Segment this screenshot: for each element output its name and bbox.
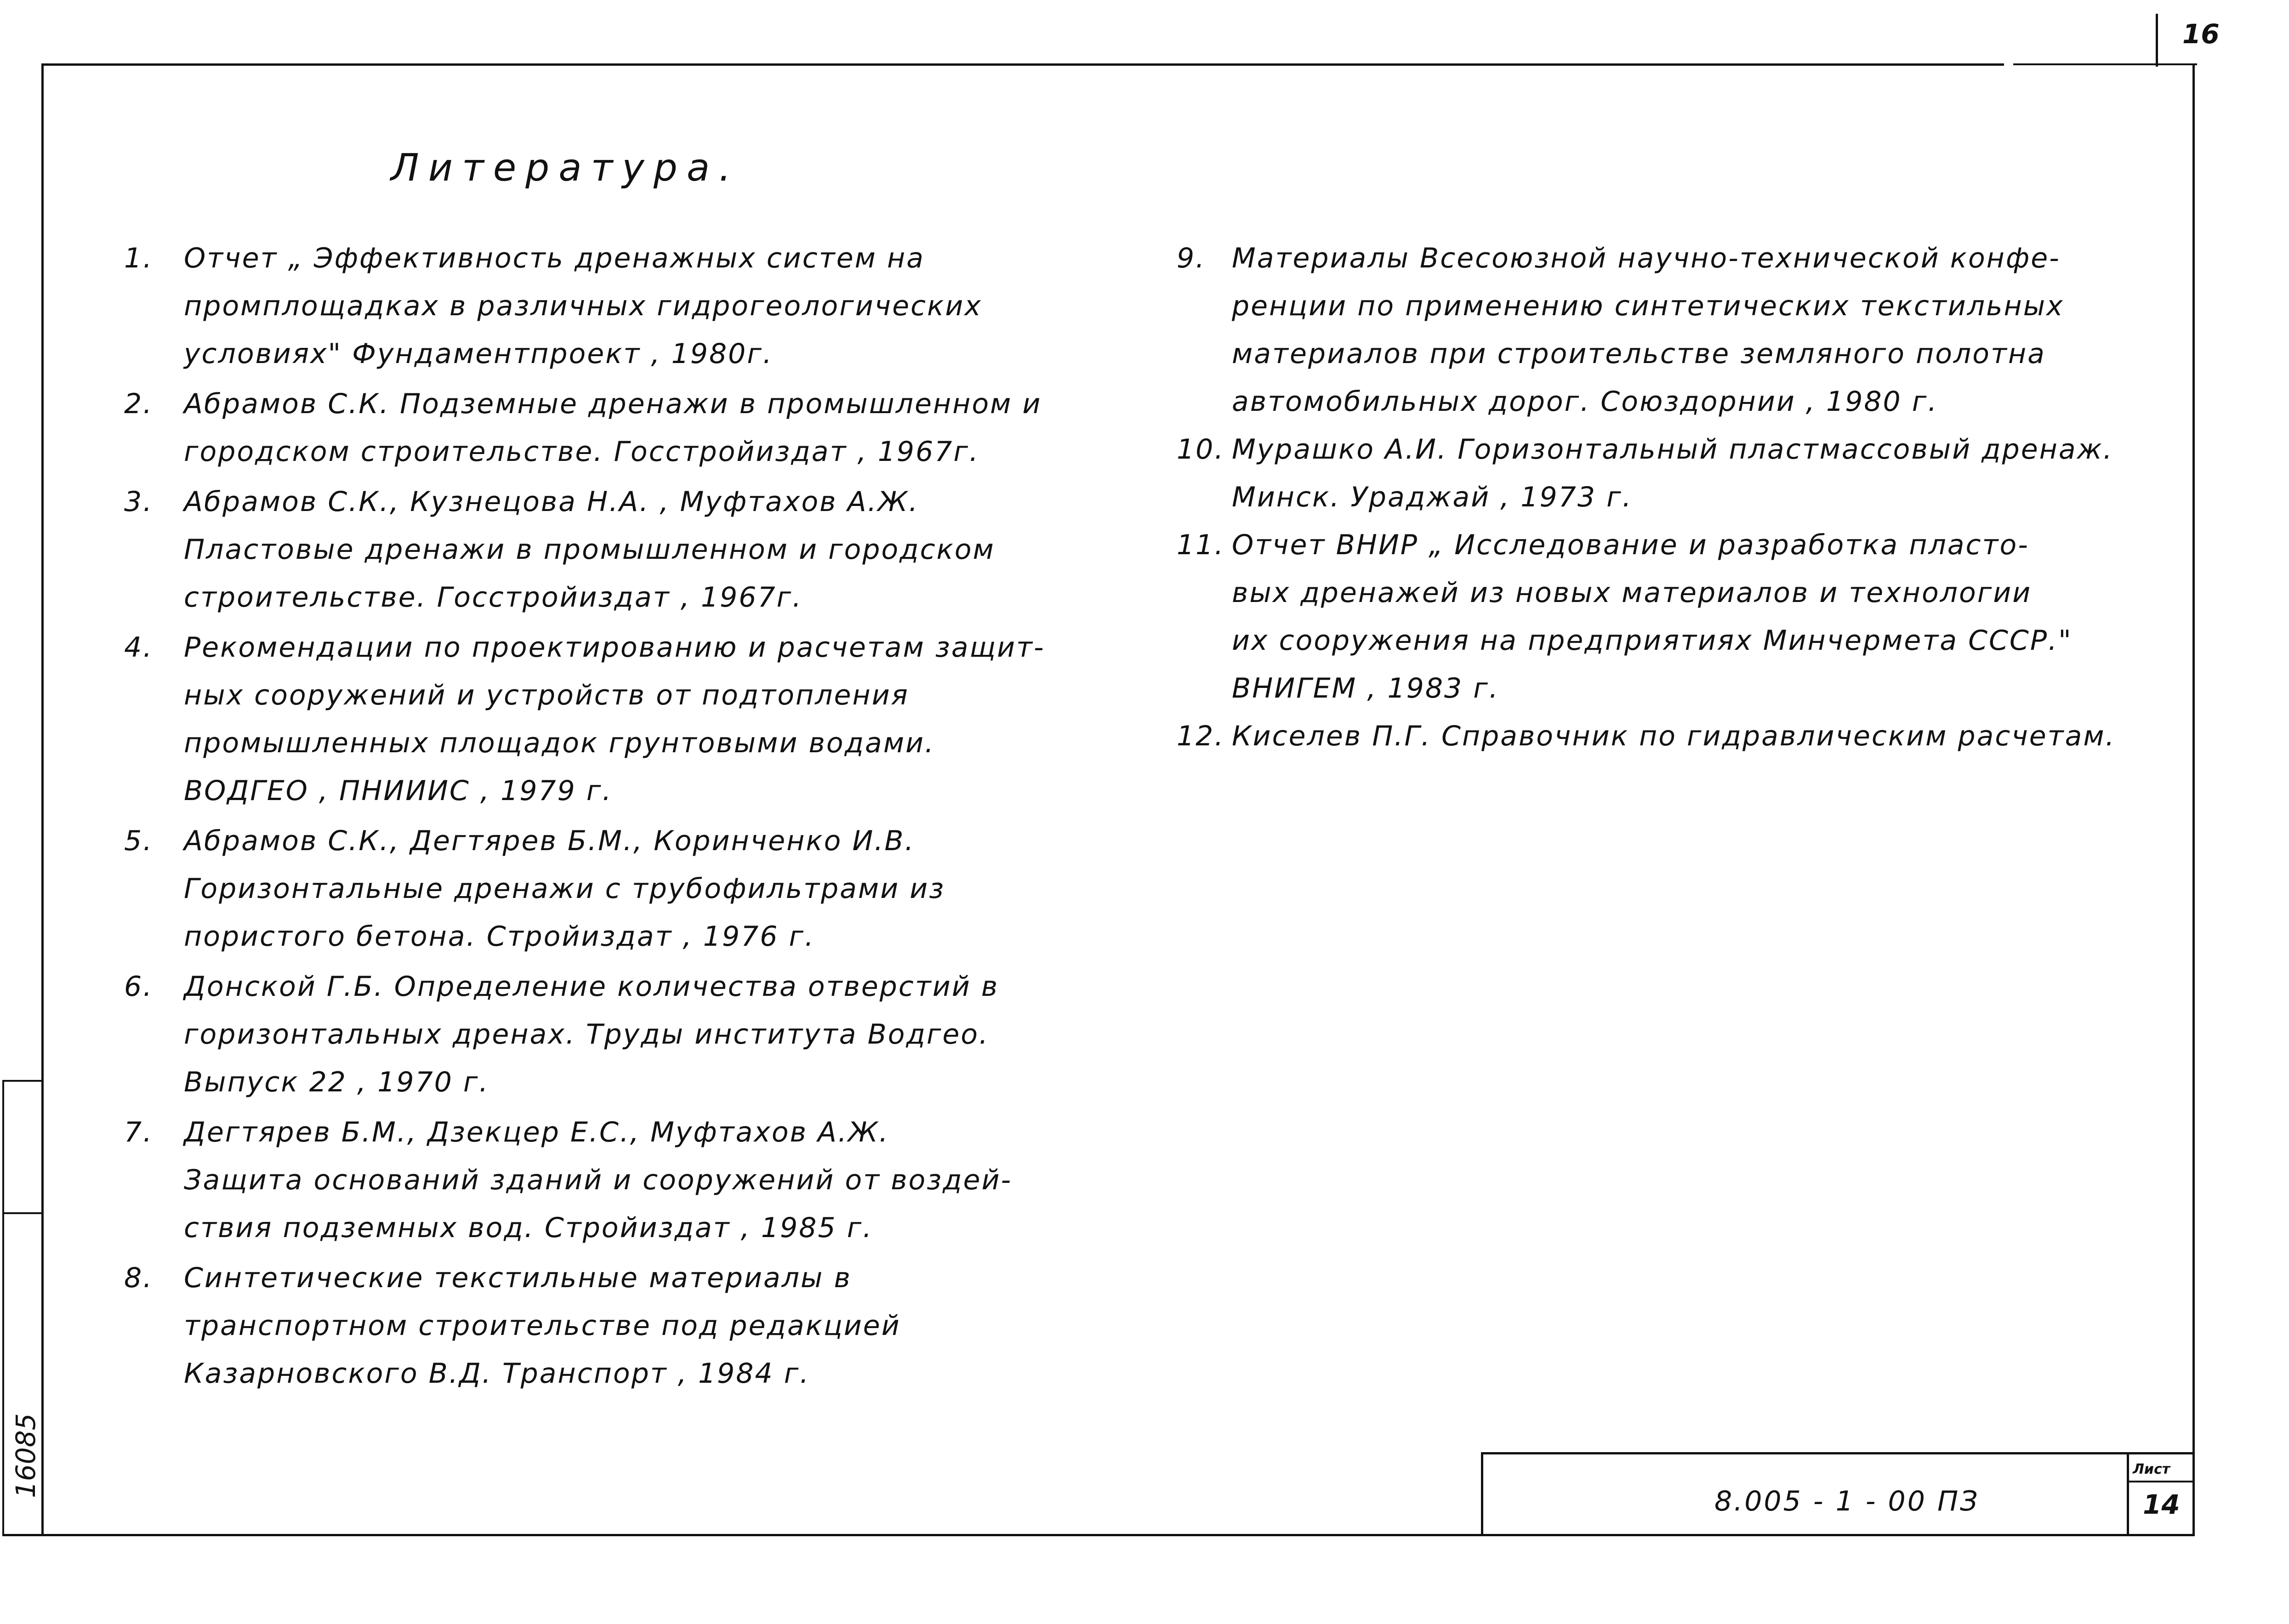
reference-text-line: Синтетические текстильные материалы в: [184, 1262, 852, 1294]
reference-text-line: ных сооружений и устройств от подтопления: [184, 679, 909, 711]
reference-text-line: городском строительстве. Госстройиздат , 1967г.: [184, 436, 979, 468]
reference-text-line: их сооружения на предприятиях Минчермета СССР.": [1232, 625, 2073, 657]
reference-text-line: Казарновского В.Д. Транспорт , 1984 г.: [184, 1357, 810, 1390]
page-number: 16: [2182, 18, 2220, 50]
reference-text-line: горизонтальных дренах. Труды института Водгео.: [184, 1018, 990, 1050]
reference-text-line: Минск. Ураджай , 1973 г.: [1232, 481, 1633, 513]
title-block-left: [1481, 1452, 1483, 1535]
reference-number: 12.: [1177, 720, 1225, 752]
reference-number: 11.: [1177, 529, 1225, 561]
reference-text-line: условиях" Фундаментпроект , 1980г.: [184, 338, 773, 370]
reference-text-line: Горизонтальные дренажи с трубофильтрами из: [184, 873, 945, 905]
reference-text-line: Мурашко А.И. Горизонтальный пластмассовый дренаж.: [1232, 433, 2113, 466]
reference-text-line: Отчет ВНИР „ Исследование и разработка пласто-: [1232, 529, 2029, 561]
reference-item: [124, 478, 1089, 621]
reference-text-line: Дегтярев Б.М., Дзекцер Е.С., Муфтахов А.Ж.: [184, 1116, 889, 1148]
reference-text-line: Выпуск 22 , 1970 г.: [184, 1066, 490, 1098]
reference-text-line: Отчет „ Эффективность дренажных систем на: [184, 242, 925, 274]
reference-text-line: Абрамов С.К., Дегтярев Б.М., Коринченко И.В.: [184, 825, 915, 857]
reference-text-line: Донской Г.Б. Определение количества отверстий в: [184, 971, 999, 1003]
reference-item: [124, 817, 1089, 960]
reference-item: [1177, 521, 2165, 712]
binding-strip-right: [2, 1080, 4, 1535]
reference-number: 7.: [124, 1116, 154, 1148]
sheet-number: 14: [2143, 1489, 2180, 1520]
title-block-sheet-label-divider: [2127, 1481, 2194, 1482]
reference-text-line: материалов при строительстве земляного полотна: [1232, 338, 2046, 370]
reference-number: 2.: [124, 388, 154, 420]
reference-text-line: транспортном строительстве под редакцией: [184, 1310, 901, 1342]
reference-number: 1.: [124, 242, 154, 274]
reference-item: [124, 380, 1089, 476]
title-block-sheet-divider: [2127, 1452, 2129, 1535]
reference-text-line: ствия подземных вод. Стройиздат , 1985 г.: [184, 1212, 873, 1244]
reference-text-line: Абрамов С.К., Кузнецова Н.А. , Муфтахов А.Ж.: [184, 486, 919, 518]
reference-item: [1177, 712, 2165, 760]
reference-item: [124, 1254, 1089, 1397]
frame-top-border-right: [2013, 63, 2197, 65]
reference-text-line: Киселев П.Г. Справочник по гидравлическим расчетам.: [1232, 720, 2116, 752]
archive-number: 16085: [10, 1413, 41, 1498]
reference-text-line: промышленных площадок грунтовыми водами.: [184, 727, 935, 759]
reference-text-line: Пластовые дренажи в промышленном и городском: [184, 534, 995, 566]
references-right-column: [1177, 234, 2165, 760]
binding-strip-top: [2, 1080, 43, 1082]
reference-number: 8.: [124, 1262, 154, 1294]
reference-number: 3.: [124, 486, 154, 518]
reference-text-line: промплощадках в различных гидрогеологических: [184, 290, 982, 322]
frame-top-border: [41, 63, 2004, 66]
reference-text-line: ренции по применению синтетических текстильных: [1232, 290, 2064, 322]
title-block-top: [1481, 1452, 2194, 1454]
reference-number: 5.: [124, 825, 154, 857]
sheet-label: Лист: [2133, 1461, 2170, 1477]
reference-item: [1177, 426, 2165, 521]
references-left-column: [124, 234, 1089, 1400]
reference-text-line: автомобильных дорог. Союздорнии , 1980 г.: [1232, 386, 1938, 418]
reference-text-line: Абрамов С.К. Подземные дренажи в промышленном и: [184, 388, 1042, 420]
reference-item: [124, 1108, 1089, 1252]
reference-item: [124, 624, 1089, 815]
reference-number: 4.: [124, 631, 154, 664]
reference-text-line: Материалы Всесоюзной научно-технической конфе-: [1232, 242, 2061, 274]
reference-text-line: ВНИГЕМ , 1983 г.: [1232, 672, 1499, 704]
page-title: Литература.: [391, 146, 740, 190]
reference-number: 10.: [1177, 433, 1225, 466]
document-code: 8.005 - 1 - 00 ПЗ: [1714, 1485, 1980, 1517]
reference-number: 9.: [1177, 242, 1206, 274]
reference-item: [1177, 234, 2165, 426]
reference-text-line: Рекомендации по проектированию и расчетам защит-: [184, 631, 1045, 664]
reference-number: 6.: [124, 971, 154, 1003]
reference-text-line: ВОДГЕО , ПНИИИС , 1979 г.: [184, 775, 613, 807]
frame-bottom-border: [2, 1534, 2195, 1536]
reference-text-line: пористого бетона. Стройиздат , 1976 г.: [184, 920, 815, 953]
reference-text-line: Защита оснований зданий и сооружений от воздей-: [184, 1164, 1013, 1196]
frame-left-border: [41, 63, 44, 1536]
reference-item: [124, 234, 1089, 378]
reference-text-line: строительстве. Госстройиздат , 1967г.: [184, 581, 803, 613]
reference-item: [124, 963, 1089, 1106]
binding-strip-divider-1: [2, 1212, 43, 1214]
reference-text-line: вых дренажей из новых материалов и технологии: [1232, 577, 2032, 609]
frame-page-number-divider: [2156, 14, 2158, 67]
frame-right-border: [2192, 63, 2195, 1536]
